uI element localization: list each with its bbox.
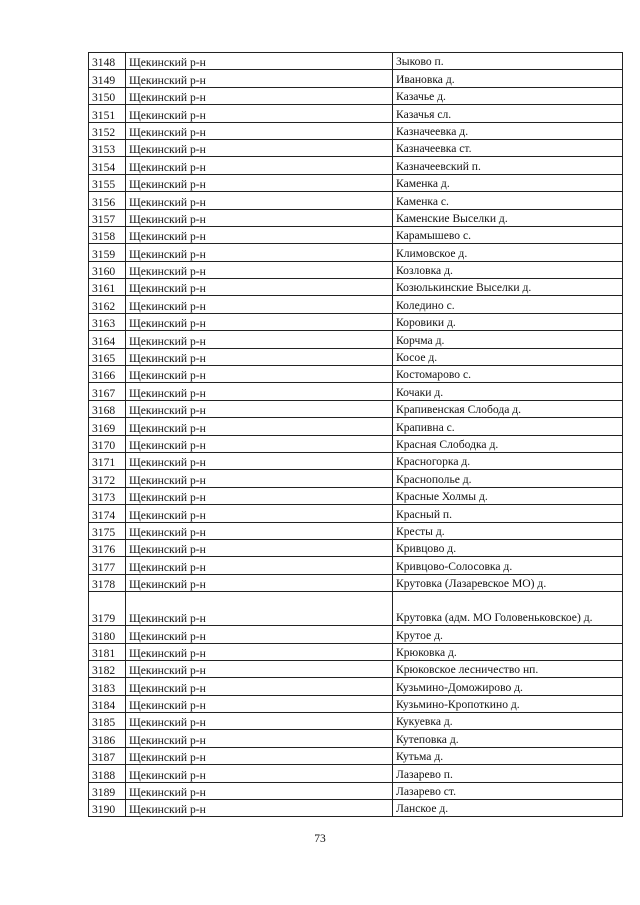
row-number-cell: 3183 [89, 678, 126, 695]
settlement-cell: Казачья сл. [393, 105, 623, 122]
settlement-cell: Каменские Выселки д. [393, 209, 623, 226]
row-number-cell: 3177 [89, 557, 126, 574]
district-cell: Щекинский р-н [126, 592, 393, 626]
row-number-cell: 3172 [89, 470, 126, 487]
row-number-cell: 3152 [89, 122, 126, 139]
settlement-cell: Красная Слободка д. [393, 435, 623, 452]
row-number-cell: 3151 [89, 105, 126, 122]
settlement-cell: Кузьмино-Доможирово д. [393, 678, 623, 695]
table-row [89, 53, 623, 70]
row-number-cell: 3179 [89, 592, 126, 626]
district-cell: Щекинский р-н [126, 418, 393, 435]
table-row [89, 139, 623, 156]
row-number-cell: 3161 [89, 279, 126, 296]
district-cell: Щекинский р-н [126, 522, 393, 539]
table-row [89, 279, 623, 296]
district-cell: Щекинский р-н [126, 383, 393, 400]
district-cell: Щекинский р-н [126, 244, 393, 261]
district-cell: Щекинский р-н [126, 157, 393, 174]
settlement-cell: Красногорка д. [393, 452, 623, 469]
district-cell: Щекинский р-н [126, 53, 393, 70]
table-row [89, 782, 623, 799]
district-cell: Щекинский р-н [126, 660, 393, 677]
settlement-cell: Косое д. [393, 348, 623, 365]
settlement-cell: Краснополье д. [393, 470, 623, 487]
table-row [89, 87, 623, 104]
settlement-cell: Ивановка д. [393, 70, 623, 87]
table-row [89, 470, 623, 487]
row-number-cell: 3159 [89, 244, 126, 261]
row-number-cell: 3175 [89, 522, 126, 539]
settlement-cell: Казначеевка д. [393, 122, 623, 139]
district-cell: Щекинский р-н [126, 192, 393, 209]
settlement-cell: Лазарево ст. [393, 782, 623, 799]
table-row [89, 487, 623, 504]
district-cell: Щекинский р-н [126, 209, 393, 226]
row-number-cell: 3154 [89, 157, 126, 174]
row-number-cell: 3180 [89, 626, 126, 643]
settlement-cell: Кутьма д. [393, 747, 623, 764]
table-row [89, 747, 623, 764]
table-row [89, 435, 623, 452]
table-row [89, 765, 623, 782]
table-row [89, 174, 623, 191]
table-row [89, 313, 623, 330]
row-number-cell: 3167 [89, 383, 126, 400]
district-cell: Щекинский р-н [126, 643, 393, 660]
table-row [89, 157, 623, 174]
district-cell: Щекинский р-н [126, 296, 393, 313]
district-cell: Щекинский р-н [126, 505, 393, 522]
district-cell: Щекинский р-н [126, 487, 393, 504]
settlement-cell: Корчма д. [393, 331, 623, 348]
table-row [89, 522, 623, 539]
row-number-cell: 3190 [89, 800, 126, 817]
settlement-cell: Крутовка (Лазаревское МО) д. [393, 574, 623, 591]
table-row [89, 418, 623, 435]
settlement-cell: Карамышево с. [393, 226, 623, 243]
table-row [89, 592, 623, 626]
row-number-cell: 3158 [89, 226, 126, 243]
settlement-cell: Климовское д. [393, 244, 623, 261]
district-cell: Щекинский р-н [126, 313, 393, 330]
district-cell: Щекинский р-н [126, 678, 393, 695]
table-row [89, 730, 623, 747]
table-row [89, 209, 623, 226]
district-cell: Щекинский р-н [126, 139, 393, 156]
district-cell: Щекинский р-н [126, 226, 393, 243]
district-cell: Щекинский р-н [126, 435, 393, 452]
district-cell: Щекинский р-н [126, 348, 393, 365]
district-cell: Щекинский р-н [126, 574, 393, 591]
district-cell: Щекинский р-н [126, 366, 393, 383]
settlement-cell: Крапивенская Слобода д. [393, 400, 623, 417]
row-number-cell: 3173 [89, 487, 126, 504]
district-cell: Щекинский р-н [126, 122, 393, 139]
row-number-cell: 3170 [89, 435, 126, 452]
table-row [89, 695, 623, 712]
row-number-cell: 3157 [89, 209, 126, 226]
row-number-cell: 3163 [89, 313, 126, 330]
district-cell: Щекинский р-н [126, 400, 393, 417]
row-number-cell: 3166 [89, 366, 126, 383]
district-cell: Щекинский р-н [126, 695, 393, 712]
settlement-cell: Крутовка (адм. МО Головеньковское) д. [393, 592, 623, 626]
table-row [89, 574, 623, 591]
row-number-cell: 3189 [89, 782, 126, 799]
table-row [89, 643, 623, 660]
district-cell: Щекинский р-н [126, 87, 393, 104]
row-number-cell: 3185 [89, 713, 126, 730]
settlements-table [88, 52, 623, 817]
page-number: 73 [314, 833, 326, 845]
settlement-cell: Казначеевский п. [393, 157, 623, 174]
district-cell: Щекинский р-н [126, 331, 393, 348]
row-number-cell: 3181 [89, 643, 126, 660]
table-row [89, 244, 623, 261]
table-row [89, 383, 623, 400]
row-number-cell: 3171 [89, 452, 126, 469]
settlements-table-body [89, 53, 623, 817]
district-cell: Щекинский р-н [126, 539, 393, 556]
settlement-cell: Красные Холмы д. [393, 487, 623, 504]
row-number-cell: 3184 [89, 695, 126, 712]
row-number-cell: 3149 [89, 70, 126, 87]
row-number-cell: 3187 [89, 747, 126, 764]
row-number-cell: 3155 [89, 174, 126, 191]
district-cell: Щекинский р-н [126, 713, 393, 730]
row-number-cell: 3176 [89, 539, 126, 556]
settlement-cell: Кривцово д. [393, 539, 623, 556]
settlement-cell: Ланское д. [393, 800, 623, 817]
district-cell: Щекинский р-н [126, 730, 393, 747]
row-number-cell: 3169 [89, 418, 126, 435]
settlement-cell: Крапивна с. [393, 418, 623, 435]
table-row [89, 105, 623, 122]
settlement-cell: Костомарово с. [393, 366, 623, 383]
table-row [89, 296, 623, 313]
district-cell: Щекинский р-н [126, 279, 393, 296]
table-row [89, 122, 623, 139]
settlement-cell: Каменка д. [393, 174, 623, 191]
row-number-cell: 3148 [89, 53, 126, 70]
district-cell: Щекинский р-н [126, 747, 393, 764]
table-row [89, 713, 623, 730]
district-cell: Щекинский р-н [126, 105, 393, 122]
settlement-cell: Козюлькинские Выселки д. [393, 279, 623, 296]
district-cell: Щекинский р-н [126, 174, 393, 191]
row-number-cell: 3150 [89, 87, 126, 104]
table-row [89, 331, 623, 348]
row-number-cell: 3164 [89, 331, 126, 348]
district-cell: Щекинский р-н [126, 261, 393, 278]
settlement-cell: Коровики д. [393, 313, 623, 330]
settlement-cell: Казачье д. [393, 87, 623, 104]
settlement-cell: Кузьмино-Кропоткино д. [393, 695, 623, 712]
table-row [89, 192, 623, 209]
table-row [89, 366, 623, 383]
district-cell: Щекинский р-н [126, 800, 393, 817]
table-row [89, 539, 623, 556]
table-row [89, 557, 623, 574]
district-cell: Щекинский р-н [126, 470, 393, 487]
table-row [89, 400, 623, 417]
settlement-cell: Крутое д. [393, 626, 623, 643]
table-row [89, 660, 623, 677]
district-cell: Щекинский р-н [126, 557, 393, 574]
row-number-cell: 3186 [89, 730, 126, 747]
table-row [89, 452, 623, 469]
table-row [89, 505, 623, 522]
district-cell: Щекинский р-н [126, 452, 393, 469]
row-number-cell: 3165 [89, 348, 126, 365]
settlement-cell: Кресты д. [393, 522, 623, 539]
settlement-cell: Каменка с. [393, 192, 623, 209]
settlement-cell: Лазарево п. [393, 765, 623, 782]
row-number-cell: 3153 [89, 139, 126, 156]
table-row [89, 70, 623, 87]
row-number-cell: 3162 [89, 296, 126, 313]
settlement-cell: Кривцово-Солосовка д. [393, 557, 623, 574]
district-cell: Щекинский р-н [126, 626, 393, 643]
row-number-cell: 3174 [89, 505, 126, 522]
row-number-cell: 3188 [89, 765, 126, 782]
settlement-cell: Кутеповка д. [393, 730, 623, 747]
row-number-cell: 3156 [89, 192, 126, 209]
row-number-cell: 3168 [89, 400, 126, 417]
row-number-cell: 3160 [89, 261, 126, 278]
settlement-cell: Красный п. [393, 505, 623, 522]
district-cell: Щекинский р-н [126, 70, 393, 87]
settlement-cell: Крюковка д. [393, 643, 623, 660]
table-row [89, 261, 623, 278]
settlement-cell: Коледино с. [393, 296, 623, 313]
table-row [89, 226, 623, 243]
table-row [89, 626, 623, 643]
district-cell: Щекинский р-н [126, 782, 393, 799]
settlement-cell: Зыково п. [393, 53, 623, 70]
settlement-cell: Кукуевка д. [393, 713, 623, 730]
district-cell: Щекинский р-н [126, 765, 393, 782]
settlement-cell: Кочаки д. [393, 383, 623, 400]
table-row [89, 348, 623, 365]
row-number-cell: 3178 [89, 574, 126, 591]
settlement-cell: Казначеевка ст. [393, 139, 623, 156]
settlement-cell: Козловка д. [393, 261, 623, 278]
table-row [89, 800, 623, 817]
row-number-cell: 3182 [89, 660, 126, 677]
settlement-cell: Крюковское лесничество нп. [393, 660, 623, 677]
table-row [89, 678, 623, 695]
